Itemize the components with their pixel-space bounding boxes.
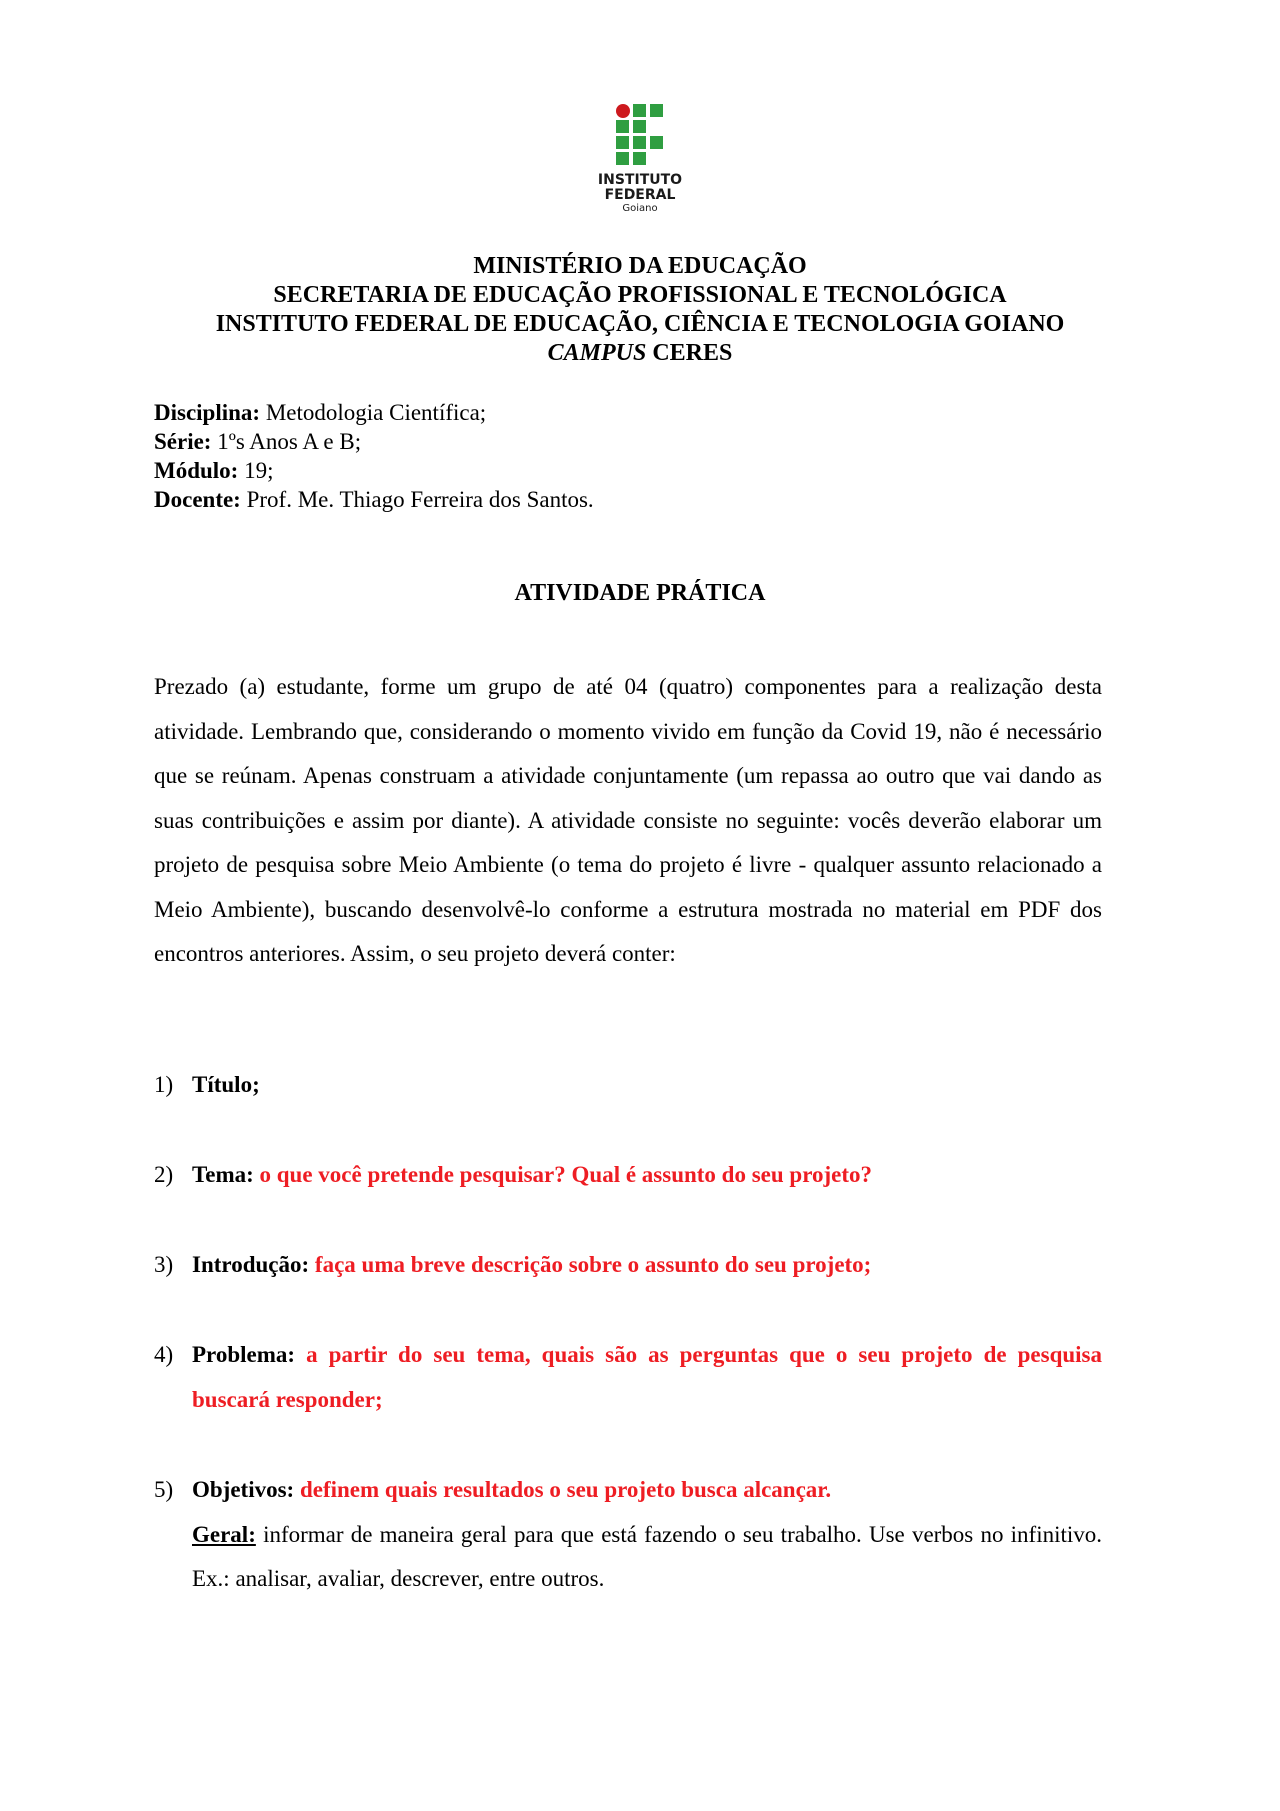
- list-number: 5): [154, 1477, 174, 1502]
- item-description: definem quais resultados o seu projeto busca alcançar.: [299, 1477, 832, 1502]
- objective-general-text: informar de maneira geral para que está fazendo o seu trabalho. Use verbos no infinitivo. Ex.: analisar, avaliar, descrever, entre outros.: [192, 1521, 1103, 1591]
- logo-text-instituto: INSTITUTO: [597, 172, 683, 188]
- item-label: Título;: [192, 1072, 260, 1097]
- objective-general: [192, 1513, 1102, 1602]
- item-label: Problema:: [192, 1342, 296, 1367]
- logo-text-federal: FEDERAL: [604, 187, 676, 203]
- item-label: Introdução:: [192, 1252, 310, 1277]
- info-teacher: Docente: Prof. Me. Thiago Ferreira dos Santos.: [154, 487, 594, 512]
- campus-word: CAMPUS: [547, 340, 647, 366]
- item-description: o que você pretende pesquisar? Qual é assunto do seu projeto?: [259, 1162, 873, 1187]
- intro-paragraph: Prezado (a) estudante, forme um grupo de até 04 (quatro) componentes para a realização desta atividade. Lembrando que, considerando o momento vivido em função da Covid 19, não é necessário que se reúnam. Apenas construam a atividade conjuntamente (um repassa ao outro que vai dando as suas contribuições e assim por diante). A atividade consiste no seguinte: vocês deverão elaborar um projeto de pesquisa sobre Meio Ambiente (o tema do projeto é livre - qualquer assunto relacionado a Meio Ambiente), buscando desenvolvê-lo conforme a estrutura mostrada no material em PDF dos encontros anteriores. Assim, o seu projeto deverá conter:: [154, 674, 1102, 966]
- item-label: Tema:: [192, 1162, 254, 1187]
- course-info: [154, 398, 594, 514]
- logo-grid-icon: [616, 104, 664, 164]
- list-item-theme: [154, 1153, 1102, 1198]
- objective-general-label: Geral:: [192, 1521, 256, 1547]
- list-number: 2): [154, 1162, 174, 1187]
- info-module: Módulo: 19;: [154, 458, 274, 483]
- item-description: a partir do seu tema, quais são as perguntas que o seu projeto de pesquisa buscará responder;: [192, 1342, 1102, 1412]
- list-number: 3): [154, 1252, 174, 1277]
- list-item-title: [154, 1063, 1102, 1108]
- document-header: [100, 252, 1180, 368]
- logo-red-dot: [616, 104, 630, 118]
- item-label: Objetivos:: [192, 1477, 295, 1502]
- header-ministry: MINISTÉRIO DA EDUCAÇÃO: [473, 253, 807, 279]
- institute-logo: [580, 104, 700, 215]
- logo-text-goiano: Goiano: [622, 203, 658, 214]
- list-number: 1): [154, 1072, 174, 1097]
- item-description: faça uma breve descrição sobre o assunto do seu projeto;: [314, 1252, 872, 1277]
- list-item-objectives: [154, 1468, 1102, 1602]
- info-grade: Série: 1ºs Anos A e B;: [154, 429, 362, 454]
- activity-title: ATIVIDADE PRÁTICA: [514, 580, 766, 606]
- campus-name: CERES: [652, 340, 733, 366]
- list-item-introduction: [154, 1243, 1102, 1288]
- list-number: 4): [154, 1342, 174, 1367]
- info-discipline: Disciplina: Metodologia Científica;: [154, 400, 487, 425]
- header-institute: INSTITUTO FEDERAL DE EDUCAÇÃO, CIÊNCIA E TECNOLOGIA GOIANO: [215, 311, 1065, 337]
- header-secretariat: SECRETARIA DE EDUCAÇÃO PROFISSIONAL E TECNOLÓGICA: [273, 282, 1007, 308]
- header-campus: [100, 339, 1180, 368]
- list-item-problem: [154, 1333, 1102, 1422]
